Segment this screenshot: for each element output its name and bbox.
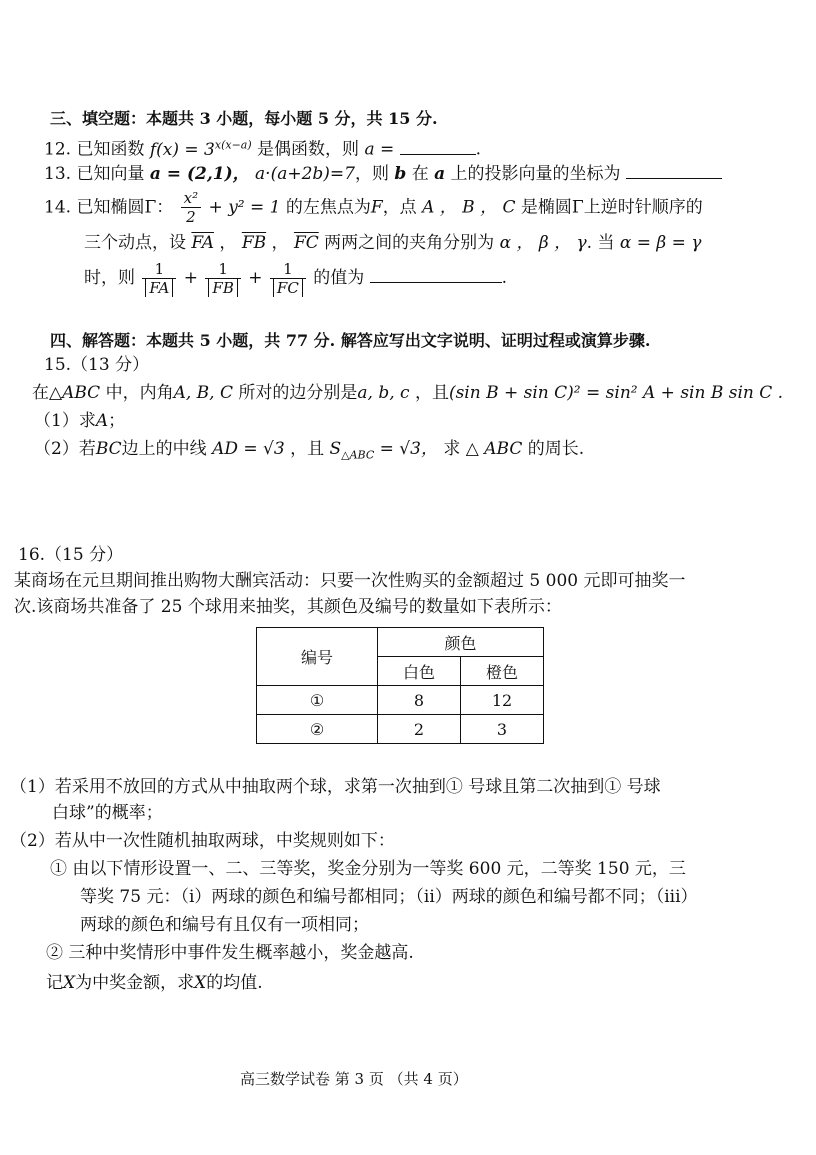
q12-text-a: 已知函数 — [76, 139, 145, 160]
q16-number: 16.（15 分） — [18, 545, 124, 565]
q16-rule-1-line-3: 两球的颜色和编号有且仅有一项相同； — [80, 915, 369, 935]
question-14-line-3 — [84, 256, 507, 300]
q14-text-a: 已知椭圆 — [76, 197, 145, 218]
q14-condition: α = β = γ — [619, 233, 702, 253]
q12-exponent: x(x−a) — [214, 138, 252, 151]
q14-plus-2: + — [248, 268, 263, 288]
q13-text-a: 已知向量 — [76, 164, 145, 184]
section3-header: 三、填空题：本题共 3 小题，每小题 5 分，共 15 分. — [50, 109, 438, 128]
q14-ellipse-rest: + y² = 1 — [208, 197, 281, 218]
q15-equation: (sin B + sin C)² = sin² A + sin B sin C . — [448, 383, 784, 403]
table-row: ② 2 3 — [257, 715, 544, 744]
q14-focus: F — [370, 197, 383, 218]
question-14-line-2: 三个动点，设 $\overline{FA}$ ， $\overline{FB}$ ， $\overline{FC}$ 两两之间的夹角分别为 α ， β ， γ. 当 α = β = γ — [84, 233, 702, 253]
table-header-color: 颜色 — [378, 628, 544, 657]
q15-sides: a, b, c — [357, 383, 410, 403]
q16-part-1-line-2: 白球”的概率； — [52, 803, 163, 823]
q14-gamma: Γ： — [144, 197, 174, 218]
q16-rule-1-line-2: 等奖 75 元：（i）两球的颜色和编号都相同；（ii）两球的颜色和编号都不同；（iii） — [80, 887, 698, 907]
q12-answer-blank[interactable] — [400, 138, 476, 155]
q13-text-c: 在 — [411, 164, 429, 184]
q13-b: b — [394, 164, 407, 184]
q16-intro-line-1: 某商场在元旦期间推出购物大酬宾活动：只要一次性购买的金额超过 5 000 元即可抽奖一 — [14, 571, 686, 591]
q13-number: 13. — [44, 164, 72, 184]
q16-rule-1-line-1: ① 由以下情形设置一、二、三等奖，奖金分别为一等奖 600 元，二等奖 150 元，三 — [50, 859, 686, 879]
q12-var: a = — [364, 139, 395, 160]
q15-angles: A, B, C — [173, 383, 233, 403]
q14-line2-c: . 当 — [586, 233, 615, 253]
q14-vector-fa: $\overline{FA}$ — [191, 233, 215, 253]
q14-frac-fa: $\frac{1}{FA}$ — [142, 261, 176, 297]
q13-text-b: ，则 — [354, 164, 389, 184]
table-header-number: 编号 — [257, 628, 378, 686]
q12-text-b: 是偶函数，则 — [257, 139, 360, 160]
q16-rule-2: ② 三种中奖情形中事件发生概率越小，奖金越高. — [46, 943, 414, 963]
q15-area: $S_{\triangle ABC} = √3$， — [329, 439, 438, 462]
q16-intro-line-2: 次.该商场共准备了 25 个球用来抽奖，其颜色及编号的数量如下表所示： — [14, 597, 562, 617]
q14-line3-b: 的值为 — [313, 268, 365, 288]
page-footer: 高三数学试卷 第 3 页 （共 4 页） — [240, 1070, 468, 1088]
q14-points: A ， B ， C — [422, 197, 516, 218]
table-subheader-white: 白色 — [378, 657, 461, 686]
q14-line2-a: 三个动点，设 — [84, 233, 186, 253]
question-12 — [44, 134, 481, 161]
q16-part-1-line-1: （1）若采用不放回的方式从中抽取两个球，求第一次抽到① 号球且第二次抽到① 号球 — [10, 777, 661, 797]
q14-frac-fc: $\frac{1}{FC}$ — [270, 261, 306, 297]
q13-dot-product: a·(a+2b)=7 — [255, 164, 355, 184]
q14-text-d: 是椭圆Γ上逆时针顺序的 — [520, 197, 703, 218]
q14-text-b: 的左焦点为 — [285, 197, 371, 218]
q15-part-2: （2）若BC边上的中线 AD = √3 ，且 $S_{\triangle ABC} = √3$， 求 △ ABC 的周长. — [34, 439, 585, 462]
q14-line2-b: 两两之间的夹角分别为 — [324, 233, 495, 253]
q16-final-question: 记X为中奖金额，求X的均值. — [46, 973, 263, 993]
table-row: ① 8 12 — [257, 686, 544, 715]
q12-end: . — [475, 139, 482, 160]
question-13 — [44, 162, 722, 185]
q14-fraction: $\frac{\text{x²}}{2}$ — [181, 190, 201, 226]
q14-text-c: ，点 — [382, 197, 417, 218]
q13-text-d: 上的投影向量的坐标为 — [450, 164, 621, 184]
question-14-line-1 — [44, 190, 703, 226]
q13-a: a — [434, 164, 446, 184]
q14-end: . — [501, 268, 508, 288]
q14-vector-fb: $\overline{FB}$ — [241, 233, 267, 253]
q14-plus-1: + — [183, 268, 198, 288]
q14-answer-blank[interactable] — [370, 266, 502, 283]
q15-statement: 在△ABC 中，内角A, B, C 所对的边分别是a, b, c ，且(sin B + sin C)² = sin² A + sin B sin C . — [32, 383, 784, 403]
q15-number: 15.（13 分） — [44, 355, 150, 375]
q12-number: 12. — [44, 139, 72, 160]
q14-frac-fb: $\frac{1}{FB}$ — [205, 261, 240, 297]
q14-angles: α ， β ， γ — [499, 233, 587, 253]
q14-vector-fc: $\overline{FC}$ — [293, 233, 319, 253]
q13-vector-a: a = (2,1)， — [149, 164, 250, 184]
q14-line3-a: 时，则 — [84, 268, 135, 288]
q15-median: AD = √3 — [212, 439, 285, 459]
q13-answer-blank[interactable] — [626, 162, 722, 179]
q15-part-1: （1）求A； — [34, 411, 126, 431]
q12-function: $f(x) = 3^{x(x-a)}$ — [149, 138, 252, 160]
q14-number: 14. — [44, 197, 72, 218]
ball-color-table — [256, 627, 544, 744]
q16-part-2-line-1: （2）若从中一次性随机抽取两球，中奖规则如下： — [10, 831, 395, 851]
table-subheader-orange: 橙色 — [461, 657, 544, 686]
section4-header: 四、解答题：本题共 5 小题，共 77 分. 解答应写出文字说明、证明过程或演算步骤. — [50, 331, 651, 350]
